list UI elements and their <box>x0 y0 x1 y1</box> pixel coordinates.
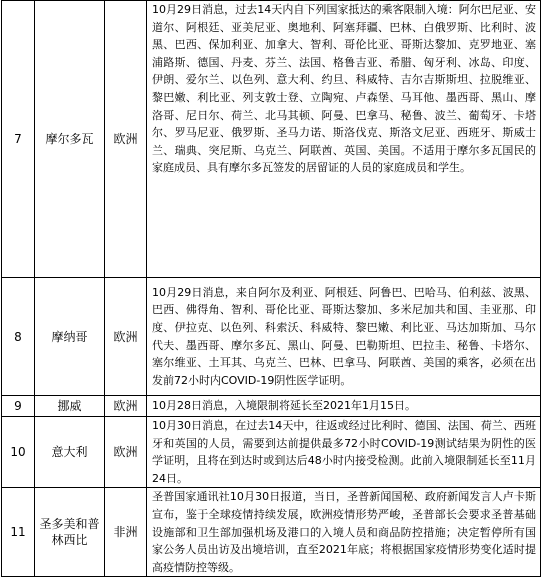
table-row <box>2 396 541 417</box>
restriction-description: 10月29日消息，来自阿尔及利亚、阿根廷、阿鲁巴、巴哈马、伯利兹、波黑、巴西、佛得角、智利、哥伦比亚、哥斯达黎加、多米尼加共和国、圭亚那、印度、伊拉克、以色列、科索沃、科威特、黎巴嫩、利比亚、马达加斯加、马尔代夫、墨西哥、摩尔多瓦、黑山、阿曼、巴勒斯坦、巴拉圭、秘鲁、卡塔尔、塞尔维亚、土耳其、乌克兰、巴林、巴拿马、阿联酋、美国的乘客，必须在出发前72小时内COVID-19阴性医学证明。 <box>147 278 541 396</box>
region-name: 欧洲 <box>105 417 147 488</box>
row-number: 10 <box>2 417 35 488</box>
restriction-description: 10月30日消息，在过去14天中，往返或经过比利时、德国、法国、荷兰、西班牙和英国的人员，需要到达前提供最多72小时COVID-19测试结果为阴性的医学证明，且将在到达时或到达后48小时内接受检测。此前入境限制延长至11月24日。 <box>147 417 541 488</box>
region-name: 欧洲 <box>105 396 147 417</box>
table-row <box>2 488 541 577</box>
country-name: 意大利 <box>35 417 105 488</box>
restriction-description: 10月28日消息，入境限制将延长至2021年1月15日。 <box>147 396 541 417</box>
country-name: 挪威 <box>35 396 105 417</box>
table-row <box>2 278 541 396</box>
country-name: 摩纳哥 <box>35 278 105 396</box>
country-name: 圣多美和普林西比 <box>35 488 105 577</box>
table-row <box>2 417 541 488</box>
row-number: 9 <box>2 396 35 417</box>
country-name: 摩尔多瓦 <box>35 1 105 278</box>
row-number: 11 <box>2 488 35 577</box>
table-row <box>2 1 541 278</box>
region-name: 欧洲 <box>105 1 147 278</box>
entry-restrictions-table <box>1 0 541 577</box>
region-name: 欧洲 <box>105 278 147 396</box>
region-name: 非洲 <box>105 488 147 577</box>
row-number: 8 <box>2 278 35 396</box>
restriction-description: 圣普国家通讯社10月30日报道，当日，圣普新闻国秘、政府新闻发言人卢卡斯宣布，鉴于全球疫情持续发展，欧洲疫情形势严峻，圣普部长会要求圣普基础设施部和卫生部加强机场及港口的入境人员和商品防控措施；决定暂停所有国家公务人员出访及出境培训，直至2021年底；将根据国家疫情形势变化适时提高疫情防控等级。 <box>147 488 541 577</box>
restriction-description: 10月29日消息，过去14天内自下列国家抵达的乘客限制入境：阿尔巴尼亚、安道尔、阿根廷、亚美尼亚、奥地利、阿塞拜疆、巴林、白俄罗斯、比利时、波黑、巴西、保加利亚、加拿大、智利、哥伦比亚、哥斯达黎加、克罗地亚、塞浦路斯、德国、丹麦、芬兰、法国、格鲁吉亚、希腊、匈牙利、冰岛、印度、伊朗、爱尔兰、以色列、意大利、约旦、科威特、吉尔吉斯斯坦、拉脱维亚、黎巴嫩、利比亚、列支敦士登、立陶宛、卢森堡、马耳他、墨西哥、黑山、摩洛哥、尼日尔、荷兰、北马其顿、阿曼、巴拿马、秘鲁、波兰、葡萄牙、卡塔尔、罗马尼亚、俄罗斯、圣马力诺、斯洛伐克、斯洛文尼亚、西班牙、斯威士兰、瑞典、突尼斯、乌克兰、阿联酋、英国、美国。不适用于摩尔多瓦国民的家庭成员、具有摩尔多瓦签发的居留证的人员的家庭成员和学生。 <box>147 1 541 278</box>
row-number: 7 <box>2 1 35 278</box>
